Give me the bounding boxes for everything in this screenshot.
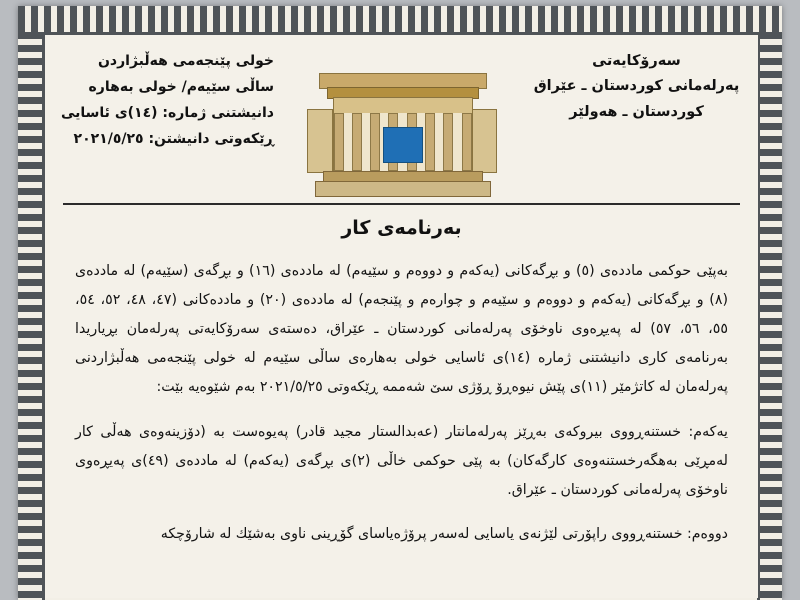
header-authority-block <box>529 49 744 125</box>
document-content <box>45 35 758 598</box>
paragraph-item-one: یەكەم: خستنەڕووی بیروكەی بەڕێز پەرلەمانتار (عەبدالستار مجید قادر) پەیوەست بە (دۆزینەوەی هەڵی كار لەمڕێی بەهگەرخستنەوەی كارگەكان) بە پێی حوكمی خاڵی (٢)ی بڕگەی (یەكەم) لە ماددەی (٤٩)ی پەیڕەوی ناوخۆی پەرلەمانی كوردستان ـ عێراق. <box>75 423 729 498</box>
paragraph-preamble: بەپێی حوكمی ماددەی (٥) و بڕگەكانی (یەكەم و دووەم و سێیەم) لە ماددەی (١٦) و بڕگەی (سێیەم) لە ماددەی (٨) و بڕگەكانی (یەكەم و دووەم و سێیەم و چوارەم و پێنجەم) لە ماددەی (٢٠) و ماددەكانی (٤٧، ٤٨، ٥٢، ٥٤، ٥٥، ٥٦، ٥٧) لە پەیڕەوی ناوخۆی پەرلەمانی كوردستان ـ عێراق، دەستەی سەرۆكایەتی پەرلەمان بڕیاریدا بەرنامەی كاری دانیشتنی ژمارە (١٤)ی ئاسایی خولی بەهارەی ساڵی سێیەم لە خولی پێنجەمی هەڵبژاردنی پەرلەمان لە كاتژمێر (١١)ی پێش نیوەڕۆ ڕۆژی سێ شەممە ڕێكەوتی ٢٠٢١/٥/٢٥ بەم شێوەیە بێت: <box>75 263 729 396</box>
header-session-block <box>59 49 274 153</box>
document-body <box>75 257 728 557</box>
header-divider <box>63 203 740 205</box>
paragraph-item-two: دووەم: خستنەڕووی راپۆرتی لێژنەی یاسایی لەسەر پرۆژەیاسای گۆڕینی ناوی بەشێك لە شارۆچكە <box>160 525 728 542</box>
session-term: خولی پێنجەمی هەڵبژاردن <box>97 53 274 69</box>
header-authority-line-3: كوردستان ـ هەولێر <box>569 103 704 120</box>
parliament-building-crest-icon <box>297 49 507 199</box>
document-header <box>45 35 758 195</box>
document-page <box>18 6 782 600</box>
page-title: بەرنامەی كار <box>341 217 462 239</box>
decorative-border-left <box>18 6 45 600</box>
header-authority-line-2: پەرلەمانی كوردستان ـ عێراق <box>533 78 740 95</box>
session-year: ساڵی سێیەم/ خولی بەهارە <box>88 78 274 95</box>
decorative-border-top <box>18 6 782 35</box>
header-authority-line-1: سەرۆكایەتی <box>592 53 681 69</box>
session-date: ڕێكەوتی دانیشتن: ٢٠٢١/٥/٢٥ <box>73 130 274 147</box>
decorative-border-right <box>757 6 782 600</box>
session-number: دانیشتنی ژمارە: (١٤)ی ئاسایی <box>60 104 274 121</box>
